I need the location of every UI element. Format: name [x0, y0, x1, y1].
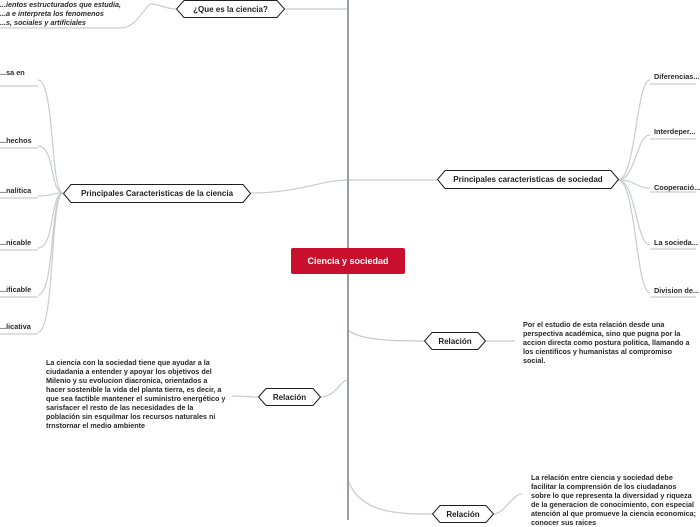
- leaf-sociedad-5[interactable]: Division de...: [654, 286, 700, 295]
- central-topic[interactable]: Ciencia y sociedad: [291, 248, 405, 274]
- leaf-ciencia-5[interactable]: ...ificable: [0, 285, 32, 294]
- leaf-sociedad-3[interactable]: Cooperació...: [654, 183, 700, 192]
- node-caracteristicas-sociedad[interactable]: Principales caracteristicas de sociedad: [437, 170, 619, 189]
- leaf-ciencia-6[interactable]: ...licativa: [0, 322, 31, 331]
- leaf-sociedad-1[interactable]: Diferencias...: [654, 72, 700, 81]
- leaf-sociedad-2[interactable]: Interdeper...: [654, 127, 696, 136]
- note-relacion-left: La ciencia con la sociedad tiene que ayudar a la ciudadania a entender y apoyar los objetivos del Milenio y su evolucion diacronica, orientados a hacer sostenible la vida del planta tierra, es decir, a que sea factible mantener el suministro energético y sarisfacer el resto de las necesidades de la población sin esquilmar los recursos naturales ni trnstornar el medio ambiente: [46, 358, 226, 430]
- leaf-ciencia-3[interactable]: ...nalítica: [0, 186, 32, 195]
- note-relacion-right-2: La relación entre ciencia y sociedad debe facilitar la comprensión de los ciudadanos sobre lo que representa la diversidad y riqueza de la generacion de conocimiento, con especial atención al que promueve la ciencia economica; conocer sus raices: [531, 473, 696, 527]
- node-relacion-left[interactable]: Relación: [258, 388, 321, 406]
- leaf-ciencia-4[interactable]: ...nicable: [0, 238, 32, 247]
- node-relacion-right-1[interactable]: Relación: [424, 332, 486, 350]
- node-caracteristicas-ciencia[interactable]: Principales Caracteristicas de la ciencia: [63, 184, 251, 203]
- leaf-ciencia-2[interactable]: ...hechos: [0, 136, 32, 145]
- leaf-sociedad-4[interactable]: La socieda...: [654, 238, 698, 247]
- leaf-ciencia-1[interactable]: ...sa en: [0, 68, 25, 77]
- note-que-es-la-ciencia: ...ientos estructurados que estudia, ...a e interpreta los fenomenos ...s, sociales y artificiales: [0, 0, 122, 27]
- note-relacion-right-1: Por el estudio de esta relación desde una perspectiva académica, sino que pugna por la accion directa como postura politica, llamando a los cientificos y humanistas al compromiso social.: [523, 320, 690, 365]
- node-que-es-la-ciencia[interactable]: ¿Que es la ciencia?: [176, 0, 285, 18]
- node-relacion-right-2[interactable]: Relación: [432, 505, 494, 523]
